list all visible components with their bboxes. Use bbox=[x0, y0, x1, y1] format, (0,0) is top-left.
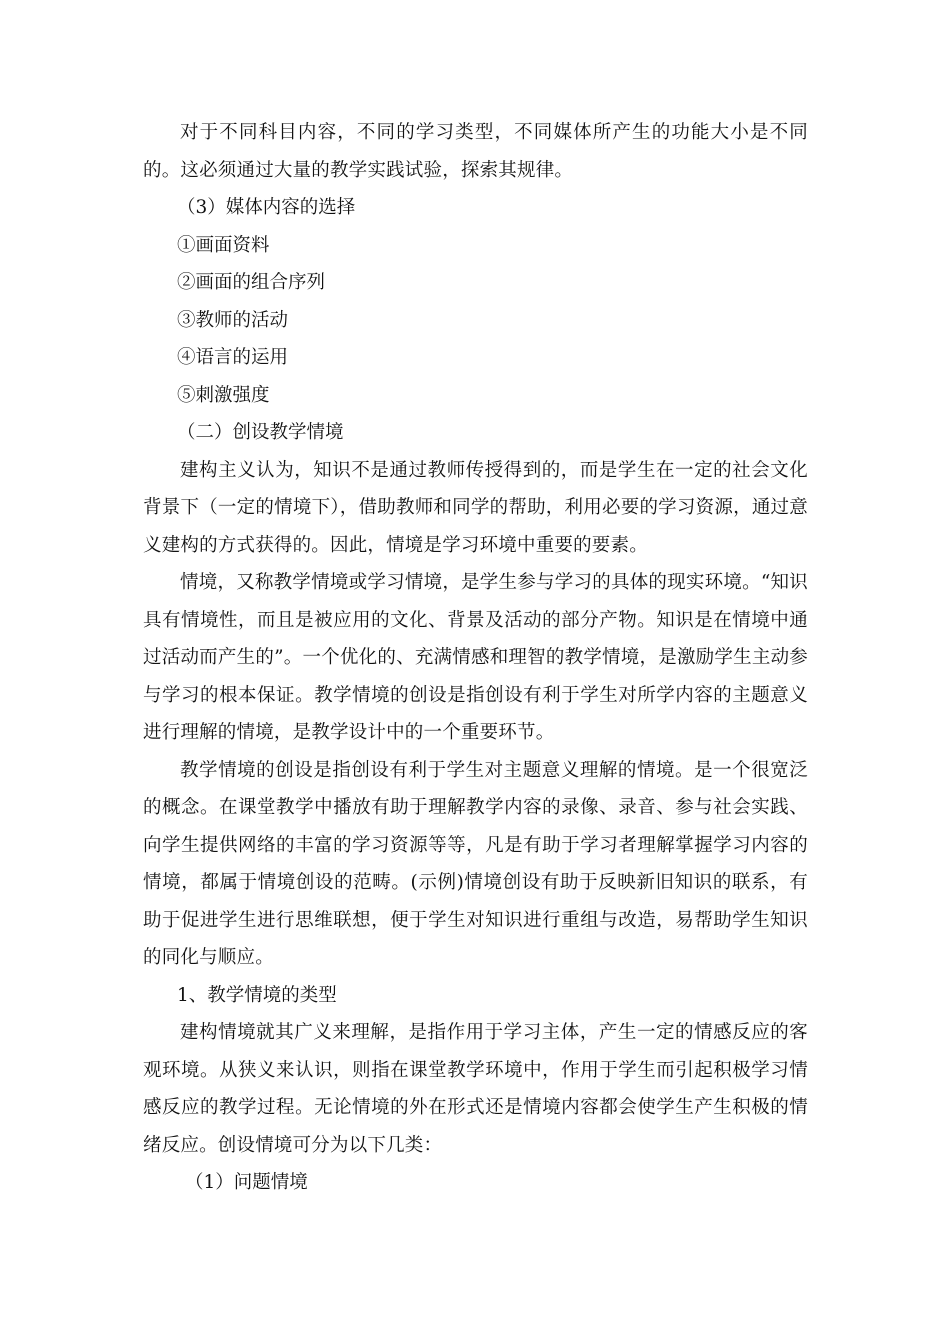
heading-problem-context: （1）问题情境 bbox=[185, 1172, 308, 1193]
paragraph-constructivism: 建构主义认为，知识不是通过教师传授得到的，而是学生在一定的社会文化背景下（一定的情境下），借助教师和同学的帮助，利用必要的学习资源，通过意义建构的方式获得的。因此，情境是学习环境中重要的要素。 bbox=[143, 459, 808, 556]
list-item-language-use: ④语言的运用 bbox=[177, 347, 289, 368]
paragraph-context-definition: 情境，又称教学情境或学习情境，是学生参与学习的具体的现实环境。“知识具有情境性，而且是被应用的文化、背景及活动的部分产物。知识是在情境中通过活动而产生的”。一个优化的、充满情感和理智的教学情境，是激励学生主动参与学习的根本保证。教学情境的创设是指创设有利于学生对所学内容的主题意义进行理解的情境，是教学设计中的一个重要环节。 bbox=[143, 572, 808, 743]
heading-create-teaching-context: （二）创设教学情境 bbox=[177, 422, 344, 443]
heading-context-types: 1、教学情境的类型 bbox=[177, 984, 337, 1006]
list-item-teacher-activity: ③教师的活动 bbox=[177, 309, 289, 331]
paragraph-media-function: 对于不同科目内容，不同的学习类型，不同媒体所产生的功能大小是不同的。这必须通过大量的教学实践试验，探索其规律。 bbox=[143, 122, 808, 181]
paragraph-context-broad-narrow: 建构情境就其广义来理解，是指作用于学习主体，产生一定的情感反应的客观环境。从狭义来认识，则指在课堂教学环境中，作用于学生而引起积极学习情感反应的教学过程。无论情境的外在形式还是情境内容都会使学生产生积极的情绪反应。创设情境可分为以下几类： bbox=[143, 1022, 808, 1156]
heading-media-content-selection: （3）媒体内容的选择 bbox=[177, 197, 356, 218]
list-item-stimulus-intensity: ⑤刺激强度 bbox=[177, 384, 270, 406]
paragraph-context-creation: 教学情境的创设是指创设有利于学生对主题意义理解的情境。是一个很宽泛的概念。在课堂教学中播放有助于理解教学内容的录像、录音、参与社会实践、向学生提供网络的丰富的学习资源等等，凡是有助于学习者理解掌握学习内容的情境，都属于情境创设的范畴。(示例)情境创设有助于反映新旧知识的联系，有助于促进学生进行思维联想，便于学生对知识进行重组与改造，易帮助学生知识的同化与顺应。 bbox=[143, 759, 808, 968]
list-item-picture-material: ①画面资料 bbox=[177, 234, 270, 256]
document-body bbox=[143, 114, 808, 1202]
list-item-picture-sequence: ②画面的组合序列 bbox=[177, 272, 326, 293]
